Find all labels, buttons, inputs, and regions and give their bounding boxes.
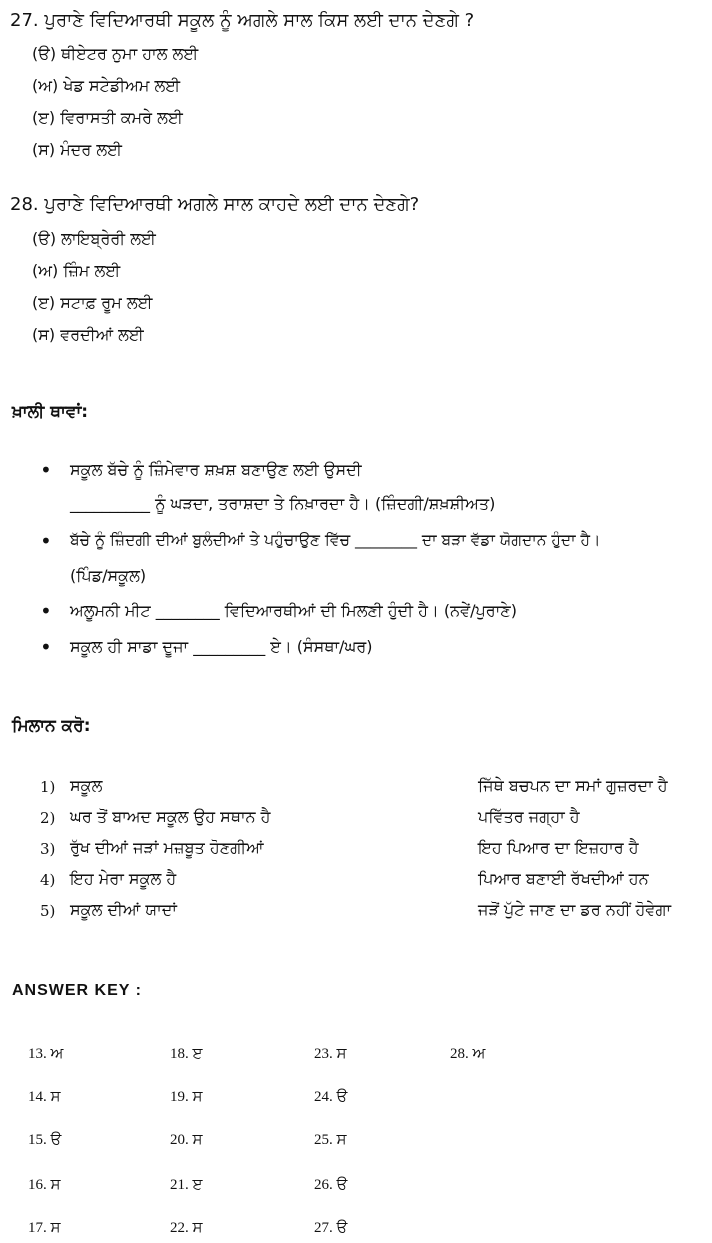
match-right-5: ਜੜੋਂ ਪੁੱਟੇ ਜਾਣ ਦਾ ਡਰ ਨਹੀਂ ਹੋਵੇਗਾ: [478, 900, 672, 919]
answer-16: 16. ਸ: [28, 1177, 61, 1193]
answer-17: 17. ਸ: [28, 1220, 61, 1236]
bullet-3: •: [40, 599, 52, 623]
match-left-num-1: 1): [40, 778, 56, 796]
match-right-4: ਪਿਆਰ ਬਣਾਈ ਰੱਖਦੀਆਂ ਹਨ: [478, 869, 649, 888]
answer-28: 28. ਅ: [450, 1046, 486, 1062]
answer-13: 13. ਅ: [28, 1046, 64, 1062]
answer-14: 14. ਸ: [28, 1089, 61, 1105]
match-left-2: ਘਰ ਤੋਂ ਬਾਅਦ ਸਕੂਲ ਉਹ ਸਥਾਨ ਹੈ: [70, 807, 271, 826]
blank-2-line-1: ਬੱਚੇ ਨੂੰ ਜ਼ਿੰਦਗੀ ਦੀਆਂ ਬੁਲੰਦੀਆਂ ਤੇ ਪਹੁੰਚਾਉਣ ਵਿੱਚ ________ ਦਾ ਬੜਾ ਵੱਡਾ ਯੋਗਦਾਨ ਹੁੰਦਾ ਹੈ।: [70, 531, 601, 549]
answer-19: 19. ਸ: [170, 1089, 203, 1105]
match-left-3: ਰੁੱਖ ਦੀਆਂ ਜੜਾਂ ਮਜ਼ਬੂਤ ਹੋਣਗੀਆਂ: [70, 838, 264, 857]
q28-option-c: (ੲ) ਸਟਾਫ਼ ਰੂਮ ਲਈ: [32, 293, 153, 312]
blank-3: ਅਲੂਮਨੀ ਮੀਟ ________ ਵਿਦਿਆਰਥੀਆਂ ਦੀ ਮਿਲਣੀ ਹੁੰਦੀ ਹੈ। (ਨਵੇਂ/ਪੁਰਾਣੇ): [70, 601, 517, 620]
match-left-num-2: 2): [40, 809, 56, 827]
question-27: 27. ਪੁਰਾਣੇ ਵਿਦਿਆਰਥੀ ਸਕੂਲ ਨੂੰ ਅਗਲੇ ਸਾਲ ਕਿਸ ਲਈ ਦਾਨ ਦੇਣਗੇ ?: [10, 10, 475, 31]
match-left-5: ਸਕੂਲ ਦੀਆਂ ਯਾਦਾਂ: [70, 900, 177, 919]
q28-option-b: (ਅ) ਜ਼ਿੰਮ ਲਈ: [32, 261, 121, 280]
q28-option-d: (ਸ) ਵਰਦੀਆਂ ਲਈ: [32, 325, 144, 344]
answer-26: 26. ੳ: [314, 1177, 348, 1193]
answer-22: 22. ਸ: [170, 1220, 203, 1236]
answer-18: 18. ੲ: [170, 1046, 203, 1062]
blanks-heading: ਖ਼ਾਲੀ ਥਾਵਾਂ:: [12, 402, 89, 422]
matching-heading: ਮਿਲਾਨ ਕਰੋ:: [12, 716, 91, 736]
bullet-4: •: [40, 635, 52, 659]
answer-21: 21. ੲ: [170, 1177, 203, 1193]
match-left-4: ਇਹ ਮੇਰਾ ਸਕੂਲ ਹੈ: [70, 869, 177, 888]
blank-2-line-2: (ਪਿੰਡ/ਸਕੂਲ): [70, 566, 147, 585]
bullet-2: •: [40, 529, 52, 553]
question-28: 28. ਪੁਰਾਣੇ ਵਿਦਿਆਰਥੀ ਅਗਲੇ ਸਾਲ ਕਾਹਦੇ ਲਈ ਦਾਨ ਦੇਣਗੇ?: [10, 194, 420, 215]
answer-25: 25. ਸ: [314, 1132, 347, 1148]
match-right-3: ਇਹ ਪਿਆਰ ਦਾ ਇਜ਼ਹਾਰ ਹੈ: [478, 838, 639, 857]
q27-option-c: (ੲ) ਵਿਰਾਸਤੀ ਕਮਰੇ ਲਈ: [32, 108, 183, 127]
match-left-num-4: 4): [40, 871, 56, 889]
match-right-2: ਪਵਿੱਤਰ ਜਗ੍ਹਾ ਹੈ: [478, 807, 580, 826]
match-left-1: ਸਕੂਲ: [70, 776, 103, 795]
q27-option-d: (ਸ) ਮੰਦਰ ਲਈ: [32, 140, 123, 159]
answer-24: 24. ੳ: [314, 1089, 348, 1105]
blank-4: ਸਕੂਲ ਹੀ ਸਾਡਾ ਦੂਜਾ _________ ਏ। (ਸੰਸਥਾ/ਘਰ): [70, 637, 373, 656]
q28-option-a: (ੳ) ਲਾਇਬ੍ਰੇਰੀ ਲਈ: [32, 229, 156, 248]
q27-option-b: (ਅ) ਖੇਡ ਸਟੇਡੀਅਮ ਲਈ: [32, 76, 181, 95]
answer-20: 20. ਸ: [170, 1132, 203, 1148]
match-left-num-5: 5): [40, 902, 56, 920]
match-left-num-3: 3): [40, 840, 56, 858]
answer-23: 23. ਸ: [314, 1046, 347, 1062]
blank-1-line-1: ਸਕੂਲ ਬੱਚੇ ਨੂੰ ਜ਼ਿੰਮੇਵਾਰ ਸ਼ਖ਼ਸ਼ ਬਣਾਉਣ ਲਈ ਉਸਦੀ: [70, 460, 362, 479]
answer-key-heading: ANSWER KEY :: [12, 982, 142, 999]
answer-27: 27. ੳ: [314, 1220, 348, 1236]
answer-15: 15. ੳ: [28, 1132, 62, 1148]
q27-option-a: (ੳ) ਥੀਏਟਰ ਨੁਮਾ ਹਾਲ ਲਈ: [32, 44, 199, 63]
match-right-1: ਜਿੱਥੇ ਬਚਪਨ ਦਾ ਸਮਾਂ ਗੁਜ਼ਰਦਾ ਹੈ: [478, 776, 668, 795]
blank-1-line-2: __________ ਨੂੰ ਘੜਦਾ, ਤਰਾਸ਼ਦਾ ਤੇ ਨਿਖ਼ਾਰਦਾ ਹੈ। (ਜ਼ਿੰਦਗੀ/ਸ਼ਖ਼ਸ਼ੀਅਤ): [70, 494, 496, 513]
bullet-1: •: [40, 458, 52, 482]
